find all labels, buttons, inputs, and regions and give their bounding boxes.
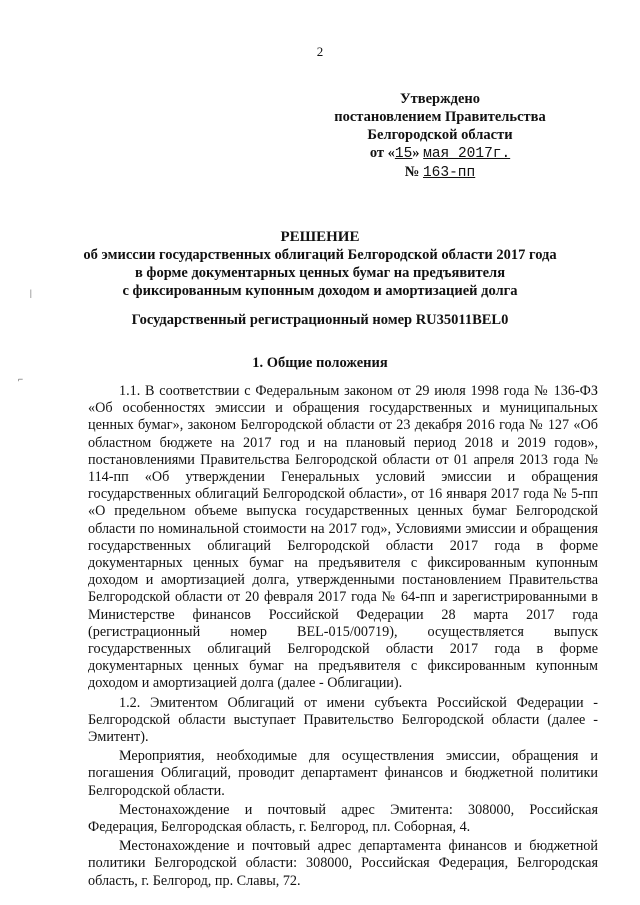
- decision-title-line-2: в форме документарных ценных бумаг на предъявителя: [134, 265, 506, 281]
- approval-stamp: [330, 90, 550, 182]
- approval-line-2: постановлением Правительства: [334, 109, 546, 125]
- approval-date-prefix: от «: [369, 145, 395, 161]
- approval-date: [330, 144, 550, 163]
- registration-number: Государственный регистрационный номер RU35011BEL0: [131, 312, 509, 328]
- decision-title-line-1: об эмиссии государственных облигаций Белгородской области 2017 года: [83, 247, 557, 263]
- paragraph-1-2: 1.2. Эмитентом Облигаций от имени субъекта Российской Федерации - Белгородской области выступает Правительство Белгородской области (далее - Эмитент).: [88, 694, 598, 746]
- approval-date-month-year: мая 2017г.: [423, 146, 511, 162]
- approval-number-value: 163-пп: [422, 165, 476, 181]
- decision-title: [50, 228, 590, 300]
- paragraph-activities: Мероприятия, необходимые для осуществления эмиссии, обращения и погашения Облигаций, проводит департамент финансов и бюджетной политики Белгородской области.: [88, 748, 598, 799]
- section-heading: 1. Общие положения: [252, 355, 388, 371]
- margin-mark: ⌐: [18, 374, 24, 384]
- section-body: [88, 383, 598, 892]
- decision-title-line-3: с фиксированным купонным доходом и амортизацией долга: [122, 283, 518, 299]
- approval-date-mid: »: [412, 145, 420, 161]
- approval-line-3: Белгородской области: [367, 127, 513, 143]
- approval-date-day: 15: [394, 146, 413, 162]
- paragraph-issuer-address: Местонахождение и почтовый адрес Эмитента: 308000, Российская Федерация, Белгородская область, г. Белгород, пл. Соборная, 4.: [88, 801, 598, 836]
- margin-mark: |: [30, 288, 32, 298]
- approval-line-1: Утверждено: [400, 91, 480, 107]
- page-number: 2: [316, 44, 324, 59]
- paragraph-department-address: Местонахождение и почтовый адрес департамента финансов и бюджетной политики Белгородской области: 308000, Российская Федерация, Белгородская область, г. Белгород, пр. Славы, 72.: [88, 838, 598, 889]
- paragraph-1-1: 1.1. В соответствии с Федеральным законом от 29 июля 1998 года № 136-ФЗ «Об особенностях эмиссии и обращения государственных и муниципальных ценных бумаг», законом Белгородской области от 23 декабря 2016 года № 127 «Об областном бюджете на 2017 год и на плановый период 2018 и 2019 годов», постановлениями Правительства Белгородской области от 01 апреля 2013 года № 114-пп «Об утверждении Генеральных условий эмиссии и обращения государственных облигаций Белгородской области», от 16 января 2017 года № 5-пп «О предельном объеме выпуска государственных ценных бумаг Белгородской области по номинальной стоимости на 2017 год», Условиями эмиссии и обращения государственных облигаций Белгородской области 2017 года в форме документарных ценных бумаг на предъявителя с фиксированным купонным доходом и амортизацией долга, утвержденными постановлением Правительства Белгородской области от 20 февраля 2017 года № 64-пп и зарегистрированными в Министерстве финансов Российской Федерации 28 марта 2017 года (регистрационный номер BEL-015/00719), осуществляется выпуск государственных облигаций Белгородской области 2017 года в форме документарных ценных бумаг на предъявителя с фиксированным купонным доходом и амортизацией долга (далее - Облигации).: [88, 383, 598, 692]
- approval-number: [330, 163, 550, 182]
- approval-number-prefix: №: [404, 164, 420, 180]
- decision-heading: РЕШЕНИЕ: [280, 229, 360, 245]
